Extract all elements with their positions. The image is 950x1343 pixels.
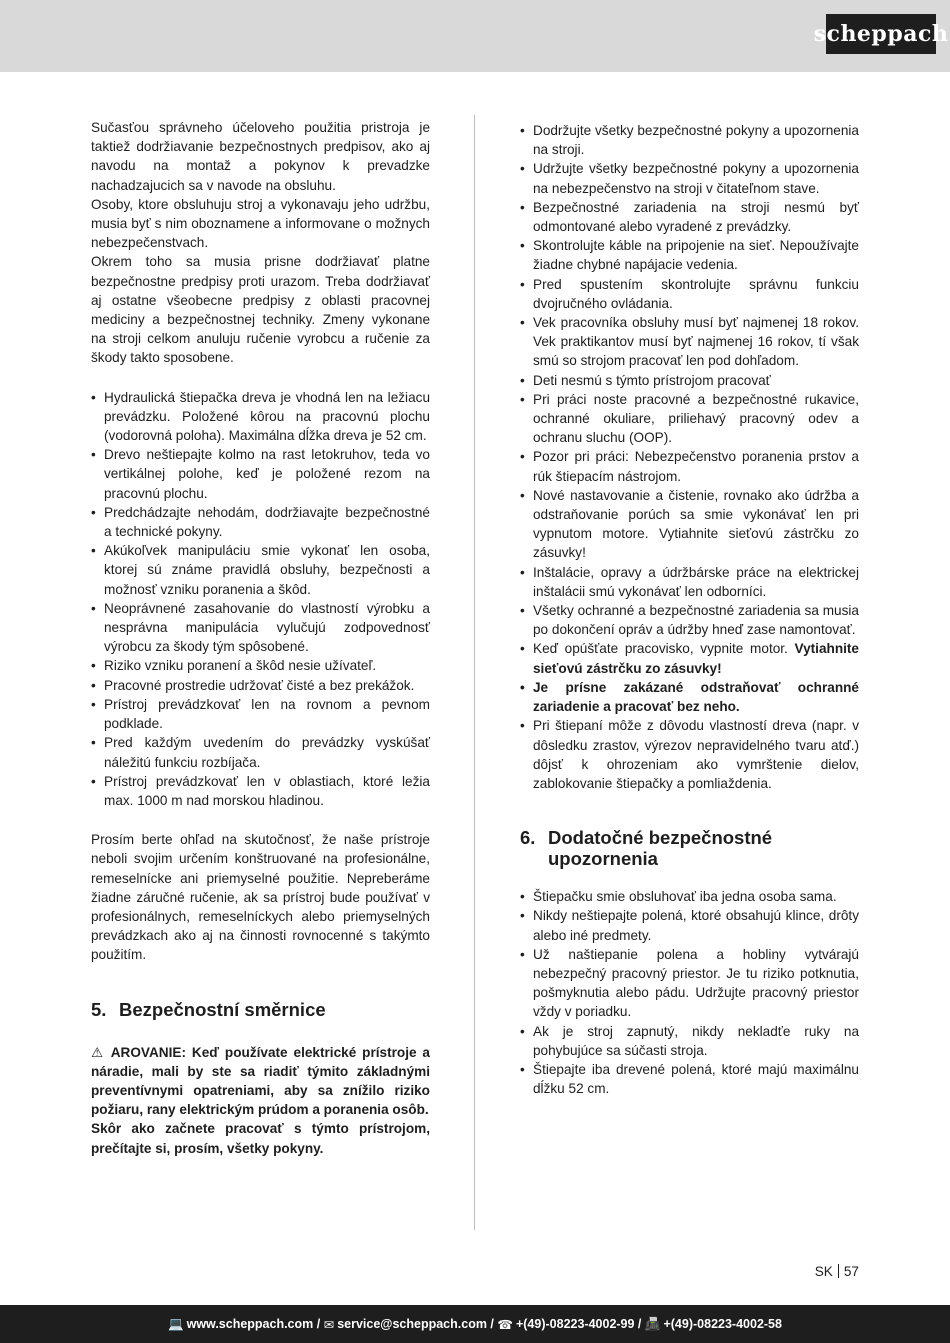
header-band xyxy=(0,0,950,72)
email-link[interactable]: service@scheppach.com / xyxy=(337,1317,494,1331)
safety-list xyxy=(91,388,430,810)
language-code: SK xyxy=(814,1264,833,1279)
list-item: • Udržujte všetky bezpečnostné pokyny a upozornenia na nebezpečenstvo na stroji v čitateľnom stave. xyxy=(520,159,859,197)
warning-body: AROVANIE: Keď používate elektrické prístroje a náradie, mali by ste sa riadiť týmito základnými preventívnymi opatreniami, aby sa znížilo riziko požiaru, rany elektrickým prúdom a poranenia osôb. xyxy=(91,1044,430,1118)
list-item: • Inštalácie, opravy a údržbárske práce na elektrickej inštalácii smú vykonávať len odborníci. xyxy=(520,563,859,601)
list-item xyxy=(520,639,859,677)
list-item: • Už naštiepanie polena a hobliny vytvárajú nebezpečný pracovný priestor. Je tu riziko potknutia, pošmyknutia alebo pádu. Udržujte pracovný priestor vždy v poriadku. xyxy=(520,945,859,1022)
intro-paragraph: Osoby, ktore obsluhuju stroj a vykonavaju jeho udržbu, musia byť s nim oboznamene a informovane o možnych nebezpečenstvach. xyxy=(91,196,430,251)
warning-text-2: Skôr ako začnete pracovať s týmto prístrojom, prečítajte si, prosím, všetky pokyny. xyxy=(91,1121,430,1156)
section-6-heading xyxy=(520,827,859,869)
safety-list xyxy=(520,121,859,793)
list-item: • Nové nastavovanie a čistenie, rovnako ako údržba a odstraňovanie porúch sa smie vykonávať len pri vypnutom motore. Vytiahnite sieťovú zástrčku zo zásuvky! xyxy=(520,486,859,563)
page-number xyxy=(815,1264,859,1279)
list-item: • Drevo neštiepajte kolmo na rast letokruhov, teda vo vertikálnej polohe, keď je položené rezom na pracovnú plochu. xyxy=(91,445,430,503)
section-5-heading xyxy=(91,999,430,1020)
list-item: • Neoprávnené zasahovanie do vlastností výrobku a nesprávna manipulácia vylučujú zodpovednosť výrobcu za škody tým spôsobené. xyxy=(91,599,430,657)
list-item: • Vek pracovníka obsluhy musí byť najmenej 18 rokov. Vek praktikantov musí byť najmenej 16 rokov, tí však smú so strojom pracovať len pod dohľadom. xyxy=(520,313,859,371)
mail-icon: ✉ xyxy=(323,1317,335,1332)
phone-icon: ☎ xyxy=(497,1317,513,1332)
list-item: • Štiepajte iba drevené polená, ktoré majú maximálnu dĺžku 52 cm. xyxy=(520,1060,859,1098)
warning-text xyxy=(91,1043,430,1120)
list-item: • Pri práci noste pracovné a bezpečnostné rukavice, ochranné okuliare, priliehavý pracovný odev a ochranu sluchu (OOP). xyxy=(520,390,859,448)
list-item: • Pred každým uvedením do prevádzky vyskúšať náležitú funkciu rozbíjača. xyxy=(91,733,430,771)
list-item: • Štiepačku smie obsluhovať iba jedna osoba sama. xyxy=(520,887,859,906)
computer-icon: 💻 xyxy=(168,1316,184,1331)
list-item: • Všetky ochranné a bezpečnostné zariadenia sa musia po dokončení opráv a údržby hneď zase namontovať. xyxy=(520,601,859,639)
list-item: • Ak je stroj zapnutý, nikdy nekladťe ruky na pohybujúce sa súčasti stroja. xyxy=(520,1022,859,1060)
list-item: • Hydraulická štiepačka dreva je vhodná len na ležiacu prevádzku. Položené kôrou na pracovnú plochu (vodorovná poloha). Maximálna dĺžka dreva je 52 cm. xyxy=(91,388,430,446)
intro-paragraph: Sučasťou správneho účeloveho použitia pristroja je taktiež dodržiavanie bezpečnostnych predpisov, ako aj navodu na montaž a pokynov k prevadzke nachadzajucich sa v navode na obsluhu. xyxy=(91,120,430,193)
list-item: • Pred spustením skontrolujte správnu funkciu dvojručného ovládania. xyxy=(520,275,859,313)
list-item: • Predchádzajte nehodám, dodržiavajte bezpečnostné a technické pokyny. xyxy=(91,503,430,541)
list-item-text: Keď opúšťate pracovisko, vypnite motor. xyxy=(533,641,795,657)
list-item: • Deti nesmú s týmto prístrojom pracovať xyxy=(520,371,859,390)
list-item: • Pracovné prostredie udržovať čisté a bez prekážok. xyxy=(91,676,430,695)
column-divider xyxy=(474,115,475,1230)
right-column xyxy=(520,121,859,1098)
fax-number: +(49)-08223-4002-58 xyxy=(663,1317,782,1331)
fax-icon: 📠 xyxy=(644,1316,661,1331)
section-number: 5. xyxy=(91,998,107,1020)
section-title: Dodatočné bezpečnostné upozornenia xyxy=(548,827,773,870)
list-item: • Prístroj prevádzkovať len v oblastiach, ktoré ležia max. 1000 m nad morskou hladinou. xyxy=(91,772,430,810)
list-item: • Je prísne zakázané odstraňovať ochranné zariadenie a pracovať bez neho. xyxy=(520,678,859,716)
list-item: • Prístroj prevádzkovať len na rovnom a pevnom podklade. xyxy=(91,695,430,733)
additional-safety-list xyxy=(520,887,859,1098)
section-number: 6. xyxy=(520,827,536,849)
intro-paragraph: Okrem toho sa musia prisne dodržiavať platne bezpečnostne predpisy proti urazom. Treba dodržiavať aj ostatne všeobecne predpisy z oblasti pracovnej mediciny a bezpečnostnej techniky. Zmeny vykonane na stroji celkom anuluju ručenie vyrobcu a ručenie za škody takto sposobene. xyxy=(91,254,430,366)
phone-number: +(49)-08223-4002-99 / xyxy=(515,1317,642,1331)
website-link[interactable]: www.scheppach.com / xyxy=(186,1317,321,1331)
list-item: • Dodržujte všetky bezpečnostné pokyny a upozornenia na stroji. xyxy=(520,121,859,159)
warning-icon: ⚠ xyxy=(91,1044,106,1060)
list-item-bold: Vytiahnite sieťovú zástrčku zo zásuvky! xyxy=(533,641,859,676)
usage-note: Prosím berte ohľad na skutočnosť, že naše prístroje neboli svojim určením konštruované na profesionálne, remeselnícke ani priemyselné použitie. Nepreberáme žiadne záručné ručenie, ak sa prístroj bude používať v profesionálnych, remeselníckych alebo priemyselných prevádzkach ako aj na činnosti rovnocenné s takýmto použitím. xyxy=(91,832,430,963)
list-item: • Nikdy neštiepajte polená, ktoré obsahujú klince, drôty alebo iné predmety. xyxy=(520,906,859,944)
scheppach-logo: scheppach xyxy=(826,14,936,54)
left-column xyxy=(91,118,430,1158)
list-item: • Pozor pri práci: Nebezpečenstvo poranenia prstov a rúk štiepacím nástrojom. xyxy=(520,447,859,485)
list-item: • Bezpečnostné zariadenia na stroji nesmú byť odmontované alebo vyradené z prevádzky. xyxy=(520,198,859,236)
list-item: • Riziko vzniku poranení a škôd nesie užívateľ. xyxy=(91,656,430,675)
list-item: • Pri štiepaní môže z dôvodu vlastností dreva (napr. v dôsledku zrastov, výrezov nepravidelného tvaru atď.) dôjsť k ohrozeniam ako vymrštenie dielov, zablokovanie štiepačky a pomliaždenia. xyxy=(520,716,859,793)
list-item: • Skontrolujte káble na pripojenie na sieť. Nepoužívajte žiadne chybné napájacie vedenia. xyxy=(520,236,859,274)
section-title: Bezpečnostní směrnice xyxy=(119,998,326,1020)
list-item: • Akúkoľvek manipuláciu smie vykonať len osoba, ktorej sú známe pravidlá obsluhy, bezpečnosti a možnosť vzniku poranenia a škôd. xyxy=(91,541,430,599)
footer-bar xyxy=(0,1305,950,1343)
page-index: 57 xyxy=(843,1264,859,1279)
